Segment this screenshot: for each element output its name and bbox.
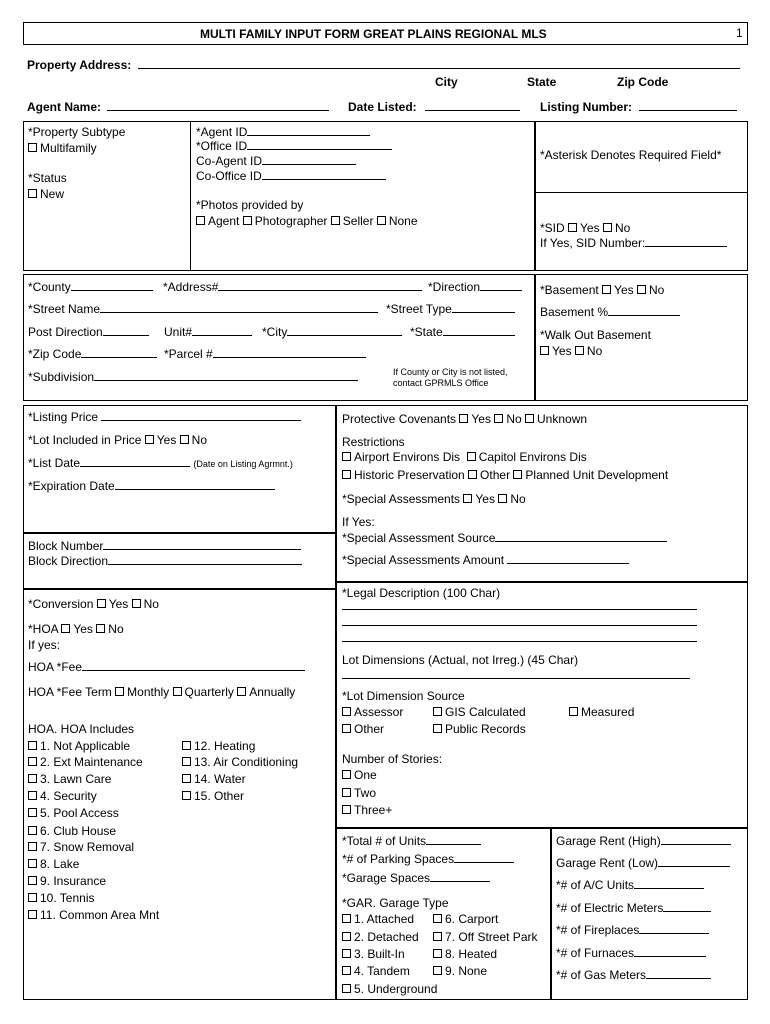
lot-source-gis[interactable]: GIS Calculated — [433, 706, 526, 718]
garage-type-label: *GAR. Garage Type — [342, 896, 449, 910]
checkbox[interactable] — [342, 770, 351, 779]
legal-line-1[interactable] — [342, 609, 697, 610]
checkbox[interactable] — [115, 687, 124, 696]
lot-source-label: *Lot Dimension Source — [342, 689, 465, 703]
basement-pct-field[interactable]: Basement % — [540, 306, 680, 318]
hoa-if-yes: If yes: — [28, 638, 61, 652]
list-item[interactable]: 12. Heating — [182, 740, 255, 752]
fireplaces-field[interactable]: *# of Fireplaces — [556, 924, 709, 936]
lot-source-public[interactable]: Public Records — [433, 723, 526, 735]
checkbox[interactable] — [182, 774, 191, 783]
post-direction-field[interactable]: Post Direction — [28, 326, 149, 338]
checkbox[interactable] — [180, 435, 189, 444]
checkbox[interactable] — [28, 826, 37, 835]
sid-field[interactable]: *SID Yes No — [540, 221, 631, 235]
form-title: MULTI FAMILY INPUT FORM GREAT PLAINS REGIONAL MLS — [200, 27, 547, 41]
stories-two[interactable]: Two — [342, 787, 376, 799]
checkbox[interactable] — [342, 932, 351, 941]
list-item[interactable]: 5. Pool Access — [28, 807, 119, 819]
required-note: *Asterisk Denotes Required Field* — [540, 148, 722, 162]
address-field[interactable]: *Address# — [163, 281, 422, 293]
checkbox[interactable] — [433, 914, 442, 923]
checkbox[interactable] — [196, 216, 205, 225]
checkbox[interactable] — [459, 414, 468, 423]
checkbox[interactable] — [342, 470, 351, 479]
list-item[interactable]: 4. Tandem — [342, 965, 410, 977]
street-name-field[interactable]: *Street Name — [28, 303, 378, 315]
photos-label: *Photos provided by — [196, 198, 304, 212]
list-item[interactable]: 5. Underground — [342, 983, 437, 995]
list-item[interactable]: 1. Not Applicable — [28, 740, 130, 752]
block-direction-field[interactable]: Block Direction — [28, 555, 302, 567]
hoa-term-field[interactable]: HOA *Fee Term Monthly Quarterly Annually — [28, 685, 296, 699]
checkbox[interactable] — [342, 966, 351, 975]
checkbox[interactable] — [568, 223, 577, 232]
list-item[interactable]: 9. Insurance — [28, 875, 106, 887]
list-item[interactable]: 2. Ext Maintenance — [28, 756, 143, 768]
multifamily-option[interactable]: Multifamily — [28, 142, 97, 154]
list-item[interactable]: 8. Heated — [433, 948, 497, 960]
checkbox[interactable] — [342, 724, 351, 733]
checkbox[interactable] — [28, 893, 37, 902]
checkbox[interactable] — [377, 216, 386, 225]
checkbox[interactable] — [237, 687, 246, 696]
restrictions-label: Restrictions — [342, 435, 405, 449]
checkbox[interactable] — [433, 966, 442, 975]
expiration-field[interactable]: *Expiration Date — [28, 480, 275, 492]
legal-line-3[interactable] — [342, 641, 697, 642]
total-units-field[interactable]: *Total # of Units — [342, 835, 481, 847]
subdivision-field[interactable]: *Subdivision — [28, 371, 358, 383]
special-source-field[interactable]: *Special Assessment Source — [342, 532, 667, 544]
checkbox[interactable] — [342, 707, 351, 716]
page-number: 1 — [736, 26, 743, 40]
list-item[interactable]: 13. Air Conditioning — [182, 756, 298, 768]
checkbox[interactable] — [342, 984, 351, 993]
property-subtype-label: *Property Subtype — [28, 125, 126, 139]
list-item[interactable]: 10. Tennis — [28, 892, 95, 904]
date-listed-field[interactable] — [425, 110, 520, 111]
checkbox[interactable] — [28, 757, 37, 766]
list-item[interactable]: 7. Snow Removal — [28, 841, 134, 853]
unit-field[interactable]: Unit# — [164, 326, 252, 338]
legal-line-2[interactable] — [342, 625, 697, 626]
photos-options[interactable]: Agent Photographer Seller None — [196, 215, 418, 227]
checkbox[interactable] — [28, 741, 37, 750]
lot-source-other[interactable]: Other — [342, 723, 384, 735]
stories-label: Number of Stories: — [342, 752, 443, 766]
special-assessments-field[interactable]: *Special Assessments Yes No — [342, 492, 526, 506]
list-item[interactable]: 4. Security — [28, 790, 97, 802]
checkbox[interactable] — [182, 791, 191, 800]
gas-meters-field[interactable]: *# of Gas Meters — [556, 969, 711, 981]
status-label: *Status — [28, 171, 67, 185]
checkbox[interactable] — [525, 414, 534, 423]
walkout-options[interactable]: Yes No — [540, 345, 602, 357]
list-item[interactable]: 6. Carport — [433, 913, 498, 925]
conversion-field[interactable]: *Conversion Yes No — [28, 597, 159, 611]
divider — [190, 121, 191, 271]
checkbox[interactable] — [182, 741, 191, 750]
property-address-label: Property Address: — [27, 58, 132, 72]
street-type-field[interactable]: *Street Type — [386, 303, 515, 315]
parking-field[interactable]: *# of Parking Spaces — [342, 853, 514, 865]
checkbox[interactable] — [132, 599, 141, 608]
lot-included-field[interactable]: *Lot Included in Price Yes No — [28, 433, 208, 447]
checkbox[interactable] — [603, 223, 612, 232]
list-item[interactable]: 8. Lake — [28, 858, 79, 870]
state-field[interactable]: *State — [410, 326, 515, 338]
list-item[interactable]: 15. Other — [182, 790, 244, 802]
checkbox[interactable] — [342, 452, 351, 461]
zip-caption: Zip Code — [617, 75, 669, 89]
city-field[interactable]: *City — [262, 326, 402, 338]
county-field[interactable]: *County — [28, 281, 153, 293]
county-note-2: contact GPRMLS Office — [393, 378, 489, 388]
new-option[interactable]: New — [28, 188, 64, 200]
listing-number-label: Listing Number: — [540, 100, 632, 114]
restrictions-row2[interactable]: Historic Preservation Other Planned Unit Development — [342, 469, 668, 481]
lot-dimensions-label: Lot Dimensions (Actual, not Irreg.) (45 Char) — [342, 653, 579, 667]
date-listed-label: Date Listed: — [348, 100, 417, 114]
agent-name-field[interactable] — [107, 110, 329, 111]
stories-one[interactable]: One — [342, 769, 377, 781]
restrictions-row1[interactable]: Airport Environs Dis Capitol Environs Dis — [342, 451, 587, 463]
checkbox[interactable] — [96, 624, 105, 633]
special-amount-field[interactable]: *Special Assessments Amount — [342, 554, 629, 566]
zip-field[interactable]: *Zip Code — [28, 348, 157, 360]
lot-source-assessor[interactable]: Assessor — [342, 706, 403, 718]
checkbox[interactable] — [97, 599, 106, 608]
checkbox[interactable] — [602, 285, 611, 294]
checkbox[interactable] — [494, 414, 503, 423]
lot-source-measured[interactable]: Measured — [569, 706, 634, 718]
checkbox[interactable] — [498, 494, 507, 503]
list-item[interactable]: 3. Lawn Care — [28, 773, 111, 785]
direction-field[interactable]: *Direction — [428, 281, 522, 293]
agent-name-label: Agent Name: — [27, 100, 102, 114]
agent-id-field[interactable]: *Agent ID — [196, 126, 370, 138]
hoa-fee-field[interactable]: HOA *Fee — [28, 661, 305, 673]
checkbox[interactable] — [28, 876, 37, 885]
parcel-field[interactable]: *Parcel # — [164, 348, 366, 360]
ac-units-field[interactable]: *# of A/C Units — [556, 879, 704, 891]
listing-number-field[interactable] — [639, 110, 737, 111]
checkbox[interactable] — [28, 842, 37, 851]
checkbox[interactable] — [433, 949, 442, 958]
checkbox[interactable] — [331, 216, 340, 225]
checkbox[interactable] — [433, 707, 442, 716]
checkbox[interactable] — [569, 707, 578, 716]
garage-rent-low-field[interactable]: Garage Rent (Low) — [556, 857, 730, 869]
garage-spaces-field[interactable]: *Garage Spaces — [342, 872, 490, 884]
checkbox[interactable] — [342, 805, 351, 814]
list-item[interactable]: 2. Detached — [342, 931, 419, 943]
checkbox[interactable] — [28, 910, 37, 919]
checkbox[interactable] — [28, 774, 37, 783]
legal-description-label: *Legal Description (100 Char) — [342, 586, 501, 600]
cooffice-id-field[interactable]: Co-Office ID — [196, 170, 386, 182]
listing-price-field[interactable]: *Listing Price — [28, 411, 301, 423]
checkbox[interactable] — [637, 285, 646, 294]
checkbox[interactable] — [468, 470, 477, 479]
checkbox[interactable] — [28, 808, 37, 817]
checkbox[interactable] — [145, 435, 154, 444]
checkbox[interactable] — [342, 949, 351, 958]
checkbox[interactable] — [28, 791, 37, 800]
checkbox[interactable] — [28, 859, 37, 868]
basement-field[interactable]: *Basement Yes No — [540, 283, 665, 297]
checkbox[interactable] — [463, 494, 472, 503]
list-item[interactable]: 14. Water — [182, 773, 246, 785]
if-yes-label: If Yes: — [342, 515, 375, 529]
coagent-id-field[interactable]: Co-Agent ID — [196, 155, 356, 167]
county-note-1: If County or City is not listed, — [393, 367, 508, 377]
lot-dimensions-field[interactable] — [342, 678, 690, 679]
hoa-field[interactable]: *HOA Yes No — [28, 622, 124, 636]
checkbox[interactable] — [182, 757, 191, 766]
checkbox[interactable] — [173, 687, 182, 696]
list-date-field[interactable]: *List Date (Date on Listing Agrmnt.) — [28, 456, 293, 470]
checkbox[interactable] — [28, 189, 37, 198]
list-item[interactable]: 11. Common Area Mnt — [28, 909, 159, 921]
city-caption: City — [435, 75, 458, 89]
state-caption: State — [527, 75, 557, 89]
list-item[interactable]: 3. Built-In — [342, 948, 405, 960]
walkout-label: *Walk Out Basement — [540, 328, 651, 342]
checkbox[interactable] — [28, 143, 37, 152]
list-item[interactable]: 1. Attached — [342, 913, 414, 925]
office-id-field[interactable]: *Office ID — [196, 140, 392, 152]
list-item[interactable]: 9. None — [433, 965, 487, 977]
checkbox[interactable] — [540, 346, 549, 355]
property-address-field[interactable] — [138, 68, 740, 69]
covenants-field[interactable]: Protective Covenants Yes No Unknown — [342, 412, 588, 426]
checkbox[interactable] — [61, 624, 70, 633]
block-number-field[interactable]: Block Number — [28, 540, 301, 552]
list-item[interactable]: 7. Off Street Park — [433, 931, 537, 943]
hoa-includes-label: HOA. HOA Includes — [28, 722, 135, 736]
checkbox[interactable] — [575, 346, 584, 355]
list-item[interactable]: 6. Club House — [28, 825, 116, 837]
electric-meters-field[interactable]: *# of Electric Meters — [556, 902, 711, 914]
checkbox[interactable] — [342, 788, 351, 797]
checkbox[interactable] — [433, 724, 442, 733]
checkbox[interactable] — [342, 914, 351, 923]
checkbox[interactable] — [433, 932, 442, 941]
checkbox[interactable] — [243, 216, 252, 225]
checkbox[interactable] — [513, 470, 522, 479]
stories-three[interactable]: Three+ — [342, 804, 392, 816]
sid-number-field[interactable]: If Yes, SID Number: — [540, 237, 727, 249]
garage-rent-high-field[interactable]: Garage Rent (High) — [556, 835, 731, 847]
checkbox[interactable] — [467, 452, 476, 461]
furnaces-field[interactable]: *# of Furnaces — [556, 947, 706, 959]
